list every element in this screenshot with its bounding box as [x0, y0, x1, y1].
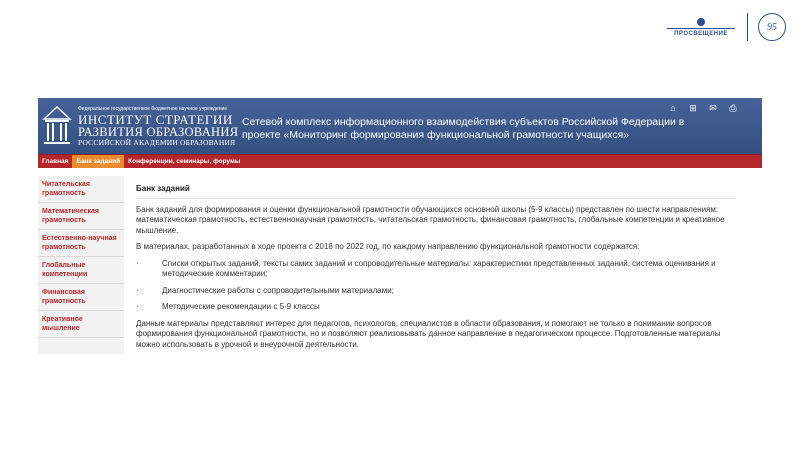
sidebar-item-creative[interactable]: Креативное мышление [38, 311, 124, 338]
bullet: · [136, 285, 139, 295]
main-content [136, 184, 736, 356]
sidebar [38, 176, 124, 354]
sidebar-spacer [38, 338, 124, 354]
sidebar-item-math[interactable]: Математическая грамотность [38, 203, 124, 230]
closing-paragraph: Данные материалы представляют интерес для педагогов, психологов, специалистов в области образования, и помогают не только в понимании вопросов формирования функциональной грамотности, но и позволяют реализовывать данное направление в педагогическом процессе. Подготовленные материалы можно использовать в урочной и внеурочной деятельности. [136, 318, 721, 349]
sidebar-item-financial[interactable]: Финансовая грамотность [38, 284, 124, 311]
logo-line3: РОССИЙСКОЙ АКАДЕМИИ ОБРАЗОВАНИЯ [78, 137, 236, 147]
nav-item-home[interactable]: Главная [42, 158, 69, 165]
site-header [38, 98, 762, 154]
list-item [136, 259, 736, 280]
logo-small-text: Федеральное государственное бюджетное научное учреждение [78, 105, 228, 112]
intro-paragraph: Банк заданий для формирования и оценки функциональной грамотности обучающихся основной школы (5-9 классы) представлен по шести направлениям: математическая грамотность, естественнонаучная грамотность, читательская грамотность, финансовая грамотность, глобальные компетенции и креативное мышление. [136, 204, 725, 235]
site-title: Сетевой комплекс информационного взаимодействия субъектов Российской Федерации в проекте «Мониторинг формирования функциональной грамотности учащихся» [242, 116, 685, 141]
logo-line2: РАЗВИТИЯ ОБРАЗОВАНИЯ [78, 124, 239, 139]
list-item [136, 302, 736, 313]
sidebar-item-science[interactable]: Естественно-научная грамотность [38, 230, 124, 257]
website-frame [38, 98, 762, 450]
institute-logo[interactable] [38, 98, 242, 154]
list-item-text: Методические рекомендации с 5-9 классы [162, 302, 320, 311]
header-icons [668, 103, 738, 113]
institute-emblem-icon [42, 105, 72, 147]
branding [667, 10, 786, 44]
bullet: · [136, 302, 139, 311]
mail-icon[interactable]: ✉ [709, 103, 717, 113]
list-item-text: Списки открытых заданий, тексты самих заданий и сопроводительные материалы: характеристики представленных заданий, система оценивания и методические комментарии; [162, 258, 716, 278]
anniversary-logo [758, 13, 786, 41]
prosveshchenie-mark-icon [697, 18, 705, 26]
sidebar-item-global[interactable]: Глобальные компетенции [38, 257, 124, 284]
prosveshchenie-logo [667, 18, 735, 37]
contents-paragraph: В материалах, разработанных в ходе проекта с 2018 по 2022 год, по каждому направлению функциональной грамотности содержатся: [136, 242, 640, 251]
content-area [38, 168, 762, 450]
bullet: · [136, 258, 139, 268]
anniversary-number: 95 [767, 21, 777, 33]
brand-divider [747, 13, 748, 41]
publisher-name: ПРОСВЕЩЕНИЕ [674, 30, 728, 37]
list-item-text: Диагностические работы с сопроводительными материалами; [162, 285, 394, 295]
logo-line1: ИНСТИТУТ СТРАТЕГИИ [78, 111, 233, 127]
list-item [136, 286, 736, 297]
logo-rule [667, 28, 735, 29]
page-heading: Банк заданий [136, 184, 736, 199]
nav-item-task-bank[interactable]: Банк заданий [72, 155, 124, 169]
print-icon[interactable]: ⎙ [729, 103, 737, 113]
nav-item-conferences[interactable]: Конференции, семинары, форумы [128, 158, 241, 165]
main-nav [38, 154, 762, 169]
institute-logo-text [78, 106, 238, 147]
sidebar-item-reading[interactable]: Читательская грамотность [38, 176, 124, 203]
home-icon[interactable]: ⌂ [670, 103, 676, 113]
sitemap-icon[interactable]: ⊞ [689, 103, 697, 113]
